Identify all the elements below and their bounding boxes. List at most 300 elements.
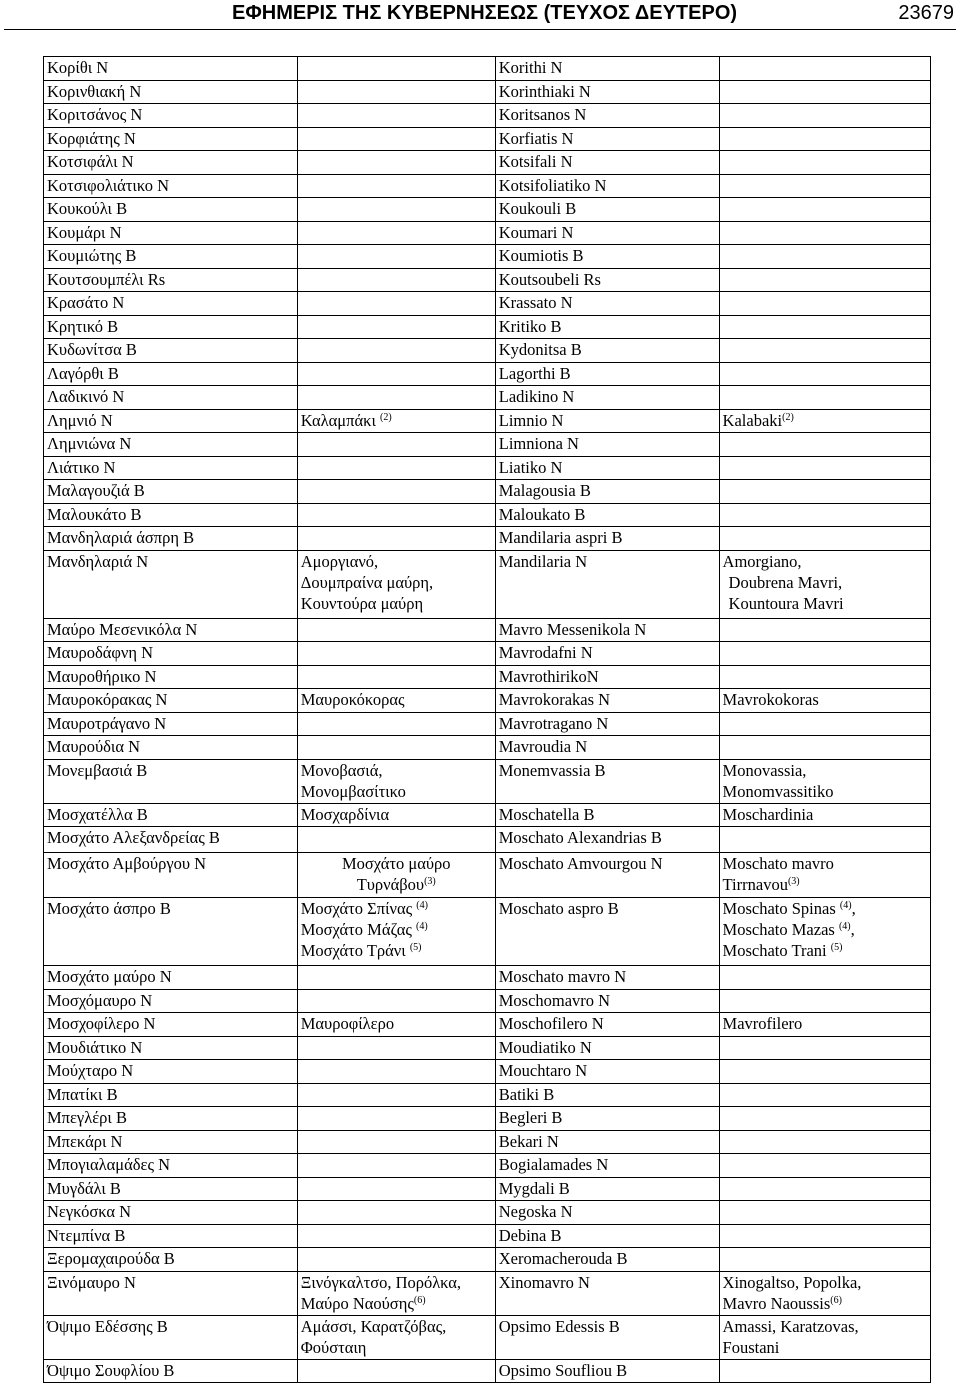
greek-variety-name: Όψιμο Σουφλίου Β [44, 1359, 298, 1383]
greek-synonyms [297, 1359, 495, 1383]
latin-synonyms [719, 386, 930, 410]
greek-variety-name: Μαυροθήρικο Ν [44, 665, 298, 689]
table-row [44, 339, 931, 363]
latin-variety-name: Moschato mavro N [495, 966, 719, 990]
synonym-line [301, 853, 492, 874]
synonym-line [301, 1337, 492, 1358]
latin-synonyms [719, 1107, 930, 1131]
latin-variety-name: Mouchtaro N [495, 1060, 719, 1084]
latin-variety-name: Korinthiaki N [495, 80, 719, 104]
synonym-text: Moschato Spinas [722, 899, 840, 918]
latin-synonyms [719, 1177, 930, 1201]
latin-synonyms [719, 362, 930, 386]
greek-variety-name: Λημνιώνα Ν [44, 433, 298, 457]
table-row [44, 1060, 931, 1084]
greek-variety-name: Κρητικό Β [44, 315, 298, 339]
greek-synonyms [297, 1036, 495, 1060]
latin-synonyms [719, 665, 930, 689]
table-row [44, 550, 931, 618]
greek-synonyms [297, 1177, 495, 1201]
table-row [44, 527, 931, 551]
table-body [44, 57, 931, 1383]
latin-synonyms [719, 853, 930, 898]
latin-variety-name: Mavroudia N [495, 736, 719, 760]
latin-synonyms [719, 456, 930, 480]
latin-variety-name: Mavro Messenikola N [495, 618, 719, 642]
table-row [44, 827, 931, 853]
greek-synonyms [297, 736, 495, 760]
latin-variety-name: Liatiko N [495, 456, 719, 480]
latin-synonyms [719, 527, 930, 551]
table-row [44, 127, 931, 151]
table-row [44, 80, 931, 104]
latin-variety-name: Xeromacherouda B [495, 1248, 719, 1272]
latin-variety-name: Kotsifali N [495, 151, 719, 175]
latin-synonyms [719, 104, 930, 128]
latin-synonyms [719, 1083, 930, 1107]
latin-synonyms [719, 1224, 930, 1248]
synonym-text: Μοσχάτο Μάζας [300, 920, 417, 939]
greek-synonyms [297, 503, 495, 527]
greek-variety-name: Μούχταρο Ν [44, 1060, 298, 1084]
latin-variety-name: Kotsifoliatiko N [495, 174, 719, 198]
greek-synonyms [297, 1107, 495, 1131]
greek-synonyms [297, 409, 495, 433]
greek-variety-name: Μοσχατέλλα Β [44, 803, 298, 827]
synonym-line [723, 781, 927, 802]
latin-variety-name: Bekari N [495, 1130, 719, 1154]
latin-variety-name: Moschatella B [495, 803, 719, 827]
greek-synonyms [297, 292, 495, 316]
synonym-text: Amorgiano, [722, 551, 802, 571]
table-row [44, 712, 931, 736]
latin-synonyms [719, 57, 930, 81]
latin-synonyms [719, 339, 930, 363]
table-row [44, 386, 931, 410]
greek-synonyms [297, 127, 495, 151]
synonym-line [723, 940, 927, 961]
latin-variety-name: Koumari N [495, 221, 719, 245]
grape-variety-table [43, 56, 931, 1383]
latin-synonyms [719, 689, 930, 713]
greek-variety-name: Μαύρο Μεσενικόλα Ν [44, 618, 298, 642]
table-row [44, 315, 931, 339]
table-row [44, 151, 931, 175]
greek-variety-name: Κορινθιακή Ν [44, 80, 298, 104]
latin-synonyms [719, 198, 930, 222]
latin-synonyms [719, 268, 930, 292]
synonym-text: Foustani [722, 1337, 780, 1357]
greek-synonyms [297, 618, 495, 642]
greek-variety-name: Λιάτικο Ν [44, 456, 298, 480]
greek-synonyms [297, 712, 495, 736]
latin-variety-name: Moschofilero N [495, 1013, 719, 1037]
greek-synonyms [297, 989, 495, 1013]
synonym-text: Doubrena Mavri, [728, 572, 843, 592]
latin-variety-name: Moudiatiko N [495, 1036, 719, 1060]
greek-synonyms [297, 339, 495, 363]
synonym-line [301, 572, 492, 593]
latin-synonyms [719, 642, 930, 666]
footnote-marker: (2) [380, 411, 392, 423]
synonym-line [301, 940, 492, 961]
greek-variety-name: Μαυροτράγανο Ν [44, 712, 298, 736]
table-row [44, 198, 931, 222]
greek-synonyms [297, 1224, 495, 1248]
latin-synonyms [719, 736, 930, 760]
latin-variety-name: Limniona N [495, 433, 719, 457]
greek-synonyms [297, 1271, 495, 1315]
latin-variety-name: Kydonitsa B [495, 339, 719, 363]
latin-variety-name: Mygdali B [495, 1177, 719, 1201]
latin-synonyms [719, 1271, 930, 1315]
synonym-line [723, 551, 927, 572]
footnote-marker: (2) [782, 411, 794, 423]
greek-variety-name: Κορφιάτης Ν [44, 127, 298, 151]
synonym-line [301, 919, 492, 940]
greek-variety-name: Μαυροδάφνη Ν [44, 642, 298, 666]
synonym-text: Mavrokokoras [722, 690, 819, 709]
greek-synonyms [297, 527, 495, 551]
latin-synonyms [719, 503, 930, 527]
greek-synonyms [297, 80, 495, 104]
synonym-line [301, 410, 492, 431]
synonym-text: Αμοργιανό, [300, 551, 379, 571]
synonym-line [723, 1316, 927, 1337]
table-row [44, 1359, 931, 1383]
synonym-text: Μαύρο Ναούσης [300, 1293, 414, 1313]
latin-synonyms [719, 174, 930, 198]
greek-synonyms [297, 1315, 495, 1359]
synonym-line [723, 760, 927, 781]
latin-synonyms [719, 712, 930, 736]
greek-synonyms [297, 245, 495, 269]
latin-synonyms [719, 1359, 930, 1383]
synonym-text: Μαυροκόκορας [300, 690, 405, 709]
latin-variety-name: Batiki B [495, 1083, 719, 1107]
synonym-text: Τυρνάβου [356, 875, 425, 894]
latin-variety-name: Debina B [495, 1224, 719, 1248]
latin-variety-name: Krassato N [495, 292, 719, 316]
table-row [44, 1177, 931, 1201]
latin-variety-name: MavrothirikoN [495, 665, 719, 689]
header-rule [4, 29, 956, 30]
greek-variety-name: Κορίθι Ν [44, 57, 298, 81]
latin-variety-name: Opsimo Soufliou B [495, 1359, 719, 1383]
latin-synonyms [719, 1201, 930, 1225]
greek-variety-name: Κοτσιφάλι Ν [44, 151, 298, 175]
latin-variety-name: Limnio N [495, 409, 719, 433]
greek-variety-name: Μοσχάτο Αλεξανδρείας Β [44, 827, 298, 853]
synonym-line [723, 1013, 927, 1034]
synonym-text: Moschato Mazas [722, 920, 839, 939]
table-row [44, 480, 931, 504]
table-row [44, 221, 931, 245]
table-row [44, 456, 931, 480]
table-row [44, 1271, 931, 1315]
table-row [44, 1248, 931, 1272]
table-row [44, 1013, 931, 1037]
synonym-line [723, 874, 927, 895]
greek-variety-name: Κουμάρι Ν [44, 221, 298, 245]
latin-synonyms [719, 1060, 930, 1084]
greek-synonyms [297, 665, 495, 689]
table-row [44, 853, 931, 898]
latin-synonyms [719, 966, 930, 990]
footnote-marker: (3) [424, 876, 436, 887]
latin-variety-name: Mandilaria aspri B [495, 527, 719, 551]
latin-variety-name: Mandilaria N [495, 550, 719, 618]
synonym-line [723, 898, 927, 919]
greek-variety-name: Κρασάτο Ν [44, 292, 298, 316]
synonym-line [301, 551, 492, 572]
latin-variety-name: Korfiatis N [495, 127, 719, 151]
latin-variety-name: Koumiotis B [495, 245, 719, 269]
table-row [44, 803, 931, 827]
table-row [44, 966, 931, 990]
greek-synonyms [297, 1130, 495, 1154]
footnote-marker: (3) [787, 876, 800, 887]
gazette-title: ΕΦΗΜΕΡΙΣ ΤΗΣ ΚΥΒΕΡΝΗΣΕΩΣ (ΤΕΥΧΟΣ ΔΕΥΤΕΡΟ) [232, 2, 738, 24]
greek-variety-name: Μοσχοφίλερο Ν [44, 1013, 298, 1037]
latin-synonyms [719, 1130, 930, 1154]
greek-synonyms [297, 174, 495, 198]
footnote-marker: (4) [416, 900, 428, 911]
latin-variety-name: Lagorthi B [495, 362, 719, 386]
greek-variety-name: Μαλουκάτο Β [44, 503, 298, 527]
greek-variety-name: Μυγδάλι Β [44, 1177, 298, 1201]
synonym-line [301, 1316, 492, 1337]
greek-variety-name: Κοτσιφολιάτικο Ν [44, 174, 298, 198]
synonym-text: Monovassia, [722, 760, 807, 780]
greek-variety-name: Μαλαγουζιά Β [44, 480, 298, 504]
table-row [44, 1154, 931, 1178]
greek-variety-name: Μοσχόμαυρο Ν [44, 989, 298, 1013]
footnote-marker: (4) [416, 921, 428, 932]
greek-synonyms [297, 362, 495, 386]
latin-synonyms [719, 803, 930, 827]
latin-synonyms [719, 759, 930, 803]
greek-variety-name: Μπογιαλαμάδες Ν [44, 1154, 298, 1178]
table-row [44, 989, 931, 1013]
synonym-line [301, 1013, 492, 1034]
greek-synonyms [297, 433, 495, 457]
greek-variety-name: Νεγκόσκα Ν [44, 1201, 298, 1225]
synonym-text: Κουντούρα μαύρη [300, 593, 424, 613]
table-row [44, 898, 931, 966]
greek-variety-name: Μονεμβασιά Β [44, 759, 298, 803]
synonym-text: Δουμπραίνα μαύρη, [300, 572, 434, 592]
latin-variety-name: Mavrokorakas N [495, 689, 719, 713]
synonym-text: Φούσταιη [300, 1337, 367, 1357]
latin-synonyms [719, 315, 930, 339]
greek-synonyms [297, 689, 495, 713]
synonym-text: Ξινόγκαλτσο, Πορόλκα, [300, 1272, 462, 1292]
greek-synonyms [297, 315, 495, 339]
synonym-text: Μονομβασίτικο [300, 781, 406, 801]
latin-synonyms [719, 1248, 930, 1272]
synonym-line [301, 898, 492, 919]
latin-variety-name: Koritsanos N [495, 104, 719, 128]
synonym-line [723, 572, 927, 593]
greek-synonyms [297, 642, 495, 666]
table-row [44, 362, 931, 386]
table-row [44, 1036, 931, 1060]
greek-synonyms [297, 198, 495, 222]
trailing-punct: , [850, 920, 855, 939]
greek-variety-name: Μανδηλαριά Ν [44, 550, 298, 618]
synonym-line [301, 593, 492, 614]
greek-synonyms [297, 57, 495, 81]
trailing-punct: , [851, 899, 856, 918]
footnote-marker: (4) [838, 921, 851, 932]
latin-synonyms [719, 989, 930, 1013]
greek-variety-name: Μπατίκι Β [44, 1083, 298, 1107]
greek-synonyms [297, 221, 495, 245]
latin-synonyms [719, 433, 930, 457]
latin-synonyms [719, 898, 930, 966]
table-row [44, 174, 931, 198]
synonym-line [301, 689, 492, 710]
synonym-text: Moschato Trani [722, 941, 831, 960]
page-header [0, 0, 960, 30]
greek-variety-name: Μπεκάρι Ν [44, 1130, 298, 1154]
synonym-line [301, 781, 492, 802]
table-row [44, 736, 931, 760]
latin-variety-name: Koukouli B [495, 198, 719, 222]
synonym-line [723, 689, 927, 710]
greek-synonyms [297, 151, 495, 175]
table-row [44, 665, 931, 689]
greek-variety-name: Ξινόμαυρο Ν [44, 1271, 298, 1315]
greek-variety-name: Μοσχάτο Αμβούργου Ν [44, 853, 298, 898]
greek-variety-name: Λημνιό Ν [44, 409, 298, 433]
greek-synonyms [297, 1201, 495, 1225]
latin-variety-name: Malagousia B [495, 480, 719, 504]
greek-synonyms [297, 104, 495, 128]
synonym-line [723, 1337, 927, 1358]
table-row [44, 503, 931, 527]
synonym-line [301, 1293, 492, 1314]
latin-synonyms [719, 221, 930, 245]
table-row [44, 1083, 931, 1107]
table-row [44, 642, 931, 666]
latin-synonyms [719, 827, 930, 853]
greek-synonyms [297, 898, 495, 966]
table-row [44, 1201, 931, 1225]
latin-variety-name: Moschato Amvourgou N [495, 853, 719, 898]
synonym-text: Amassi, Karatzovas, [722, 1316, 859, 1336]
footnote-marker: (5) [409, 942, 422, 953]
synonym-line [301, 874, 492, 895]
latin-synonyms [719, 409, 930, 433]
greek-synonyms [297, 1083, 495, 1107]
greek-synonyms [297, 1154, 495, 1178]
latin-variety-name: Maloukato B [495, 503, 719, 527]
table-row [44, 1315, 931, 1359]
greek-synonyms [297, 1060, 495, 1084]
latin-variety-name: Moschomavro N [495, 989, 719, 1013]
synonym-text: Moschato mavro [722, 854, 834, 873]
latin-synonyms [719, 151, 930, 175]
greek-variety-name: Κυδωνίτσα Β [44, 339, 298, 363]
table-row [44, 268, 931, 292]
latin-variety-name: Negoska N [495, 1201, 719, 1225]
latin-variety-name: Moschato aspro B [495, 898, 719, 966]
greek-variety-name: Λαδικινό Ν [44, 386, 298, 410]
table-row [44, 1224, 931, 1248]
synonym-line [723, 804, 927, 825]
greek-synonyms [297, 456, 495, 480]
latin-variety-name: Xinomavro N [495, 1271, 719, 1315]
greek-variety-name: Όψιμο Εδέσσης Β [44, 1315, 298, 1359]
greek-synonyms [297, 853, 495, 898]
latin-variety-name: Ladikino N [495, 386, 719, 410]
synonym-text: Αμάσσι, Καρατζόβας, [300, 1316, 447, 1336]
latin-variety-name: Moschato Alexandrias B [495, 827, 719, 853]
table-row [44, 409, 931, 433]
synonym-line [723, 853, 927, 874]
greek-synonyms [297, 1013, 495, 1037]
synonym-text: Moschardinia [722, 804, 814, 824]
greek-synonyms [297, 1248, 495, 1272]
greek-synonyms [297, 759, 495, 803]
greek-synonyms [297, 550, 495, 618]
latin-variety-name: Mavrodafni N [495, 642, 719, 666]
synonym-line [301, 1272, 492, 1293]
latin-synonyms [719, 1036, 930, 1060]
footnote-marker: (5) [830, 942, 843, 953]
table-row [44, 1107, 931, 1131]
synonym-line [723, 410, 927, 431]
synonym-text: Μοσχάτο Τράνι [300, 941, 410, 960]
greek-variety-name: Μαυροκόρακας Ν [44, 689, 298, 713]
latin-synonyms [719, 480, 930, 504]
greek-variety-name: Μανδηλαριά άσπρη Β [44, 527, 298, 551]
greek-synonyms [297, 827, 495, 853]
table-row [44, 689, 931, 713]
table-row [44, 1130, 931, 1154]
greek-variety-name: Μπεγλέρι Β [44, 1107, 298, 1131]
footnote-marker: (6) [830, 1294, 842, 1306]
latin-synonyms [719, 1315, 930, 1359]
synonym-text: Μοσχάτο μαύρο [341, 854, 451, 873]
synonym-line [301, 760, 492, 781]
synonym-line [301, 804, 492, 825]
footnote-marker: (4) [839, 900, 852, 911]
greek-variety-name: Μουδιάτικο Ν [44, 1036, 298, 1060]
table-row [44, 57, 931, 81]
synonym-text: Καλαμπάκι [300, 410, 381, 430]
synonym-text: Mavrofilero [722, 1014, 803, 1033]
greek-variety-name: Κουκούλι Β [44, 198, 298, 222]
table-row [44, 618, 931, 642]
greek-variety-name: Ντεμπίνα Β [44, 1224, 298, 1248]
latin-variety-name: Monemvassia B [495, 759, 719, 803]
table-row [44, 292, 931, 316]
latin-variety-name: Mavrotragano N [495, 712, 719, 736]
synonym-line [723, 1272, 927, 1293]
latin-variety-name: Opsimo Edessis B [495, 1315, 719, 1359]
greek-variety-name: Μοσχάτο μαύρο Ν [44, 966, 298, 990]
synonym-text: Tirrnavou [722, 875, 788, 894]
synonym-text: Μοσχαρδίνια [300, 804, 390, 824]
page-number: 23679 [898, 2, 954, 24]
greek-variety-name: Λαγόρθι Β [44, 362, 298, 386]
synonym-line [723, 919, 927, 940]
latin-synonyms [719, 1154, 930, 1178]
footnote-marker: (6) [413, 1294, 426, 1306]
